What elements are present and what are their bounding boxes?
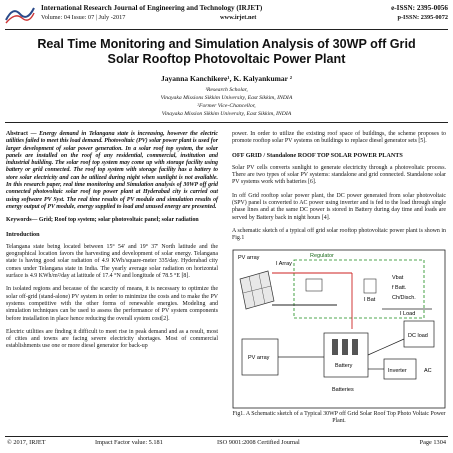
abstract-text: Energy demand in Telangana state is increasing, however the electric utilities failed to meet this load demand. Photovoltaic (PV) solar power plant is used for larger development of solar power generation. In a solar roof top system, the solar panels are installed on the roof of any residential, commercial, institution and industrial building. The solar roof top system may come up with storage facility using battery or grid connected. The roof top system with storage facility has a battery to store solar electricity and can be utilized during night when sunlight is not available. In this research paper, real time monitoring and Simulation analysis of 30WP off grid connected photovoltaic solar roof top power plant at Hyderabad city is carried out using software PV Syst. The real time results of PV module and simulation results of energy output of PV module, energy supplied to load and unused energy are presented. xyxy=(6,131,218,210)
i-load-label: I Load xyxy=(400,310,416,317)
affiliation-line-2: Vinayaka Missions Sikkim University, East Sikkim, INDIA xyxy=(160,95,293,101)
journal-title: International Research Journal of Engineering and Technology (IRJET) xyxy=(41,4,263,12)
right-column xyxy=(232,131,446,425)
affiliation-line-1: ¹Research Scholar, xyxy=(205,87,248,93)
pv-panel-icon xyxy=(240,271,274,309)
left-column xyxy=(6,131,218,357)
battery-label: Battery xyxy=(335,362,353,369)
ac-label: AC xyxy=(424,367,432,374)
i-array-label: I Array xyxy=(276,260,292,267)
switch-component xyxy=(364,279,376,293)
page-footer xyxy=(5,439,448,450)
right-paragraph-0: power. In order to utilize the existing roof space of buildings, the scheme proposes to promote rooftop solar PV systems on buildings to replace diesel generator sets [5]. xyxy=(232,131,446,145)
footer-rule xyxy=(5,436,448,437)
keywords: Keywords— Grid; Roof top system; solar photovoltaic panel; solar radiation xyxy=(6,217,199,224)
right-paragraph-2: In off Grid rooftop solar power plant, the DC power generated from solar photovoltaic (SPV) panel is converted to AC power using inverter and is fed to the load through single phase lines and at the same DC power is stored in Battery during day time and loads are served by Battery back in night hours [4]. xyxy=(232,192,446,221)
paper-title: Real Time Monitoring and Simulation Analysis of 30WP off Grid Solar Rooftop Photovoltaic Power Plant xyxy=(37,37,416,66)
regulator-component xyxy=(306,279,322,291)
irjet-logo xyxy=(5,4,35,24)
abstract xyxy=(6,131,218,211)
inverter-label: Inverter xyxy=(388,367,407,374)
figure-caption: Fig1. A Schematic sketch of a Typical 30WP off Grid Solar Roof Top Photo Voltaic Power Plant. xyxy=(232,410,446,424)
footer-copyright: © 2017, IRJET xyxy=(7,439,46,446)
ch-disch-label: Ch/Disch. xyxy=(392,294,416,301)
batteries-label: Batteries xyxy=(332,386,354,393)
abstract-lead: Abstract — xyxy=(6,131,37,137)
e-issn: e-ISSN: 2395-0056 xyxy=(391,4,448,12)
fbatt-label: f Batt. xyxy=(392,284,407,291)
affiliation-line-3: ²Former Vice-Chancellor, xyxy=(197,103,256,109)
journal-url[interactable]: www.irjet.net xyxy=(220,14,257,21)
battery-icon xyxy=(332,339,358,355)
affiliation-line-4: Vinayaka Mission Sikkim University, East Sikkim, INDIA xyxy=(161,111,292,117)
title-rule xyxy=(5,122,448,123)
schematic-diagram xyxy=(232,249,446,409)
intro-paragraph-1: Telangana state being located between 15° 54' and 19° 37' North latitude and the geographical location favors the harvesting and development of solar energy. Telangana state is having good solar radiation of 4.9 KWh/square-meter 335/day. Hyderabad city comes under Telangana state in India. The yearly average solar radiation on horizontal surface is 4.9 KWh/m²/day at latitude of 17.4 °N and longitude of 78.5 °E [8]. xyxy=(6,243,218,280)
p-issn: p-ISSN: 2395-0072 xyxy=(397,14,448,21)
footer-impact: Impact Factor value: 5.181 xyxy=(95,439,163,446)
right-paragraph-1: Solar PV cells converts sunlight to generate electricity through a photovoltaic process. There are two types of solar PV systems: standalone and grid connected. Standalone solar PV systems work with batteries [6]. xyxy=(232,164,446,186)
authors: Jayanna Kanchikere¹, K. Kalyankumar ² xyxy=(161,74,292,83)
dc-load-label: DC load xyxy=(408,332,428,339)
intro-heading: Introduction xyxy=(6,230,40,238)
footer-iso: ISO 9001:2008 Certified Journal xyxy=(217,439,300,446)
header-rule xyxy=(5,29,448,30)
offgrid-heading: OFF GRID / Standalone ROOF TOP SOLAR POWER PLANTS xyxy=(232,151,403,159)
i-bat-label: I Bat xyxy=(364,296,376,303)
intro-paragraph-3: Electric utilities are finding it difficult to meet rise in peak demand and as a result, most of cities and towns are facing severe electricity shortages. Most of commercial establishments use one or more diesel generator for back-up xyxy=(6,328,218,350)
vbat-label: Vbat xyxy=(392,274,404,281)
schematic-figure xyxy=(232,249,446,409)
pv-array-inner-label: PV array xyxy=(248,354,270,361)
footer-page: Page 1304 xyxy=(419,439,446,446)
volume-issue: Volume: 04 Issue: 07 | July -2017 xyxy=(41,14,126,21)
pv-array-title: PV array xyxy=(238,254,260,261)
right-paragraph-3: A schematic sketch of a typical off grid solar rooftop photovoltaic power plant is shown in Fig.1 xyxy=(232,227,446,242)
journal-header xyxy=(5,4,448,28)
regulator-label: Regulator xyxy=(310,252,334,259)
intro-paragraph-2: In isolated regions and because of the scarcity of means, it is necessary to optimize the solar off-grid (stand-alone) PV system in order to minimize the costs and to make the PV systems competitive with the other forms of renewable energies. Modeling and simulation techniques can be used to assess the performance of PV system components before installation in place hence reducing the overall system cost[2]. xyxy=(6,286,218,322)
